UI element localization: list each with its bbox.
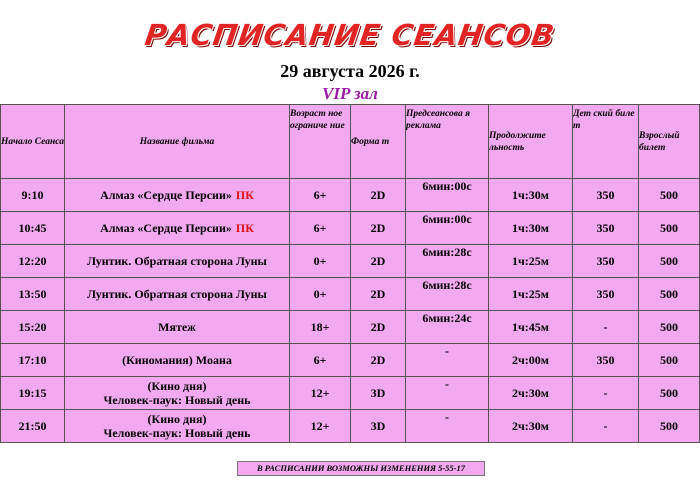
- film-title-cell: [65, 311, 290, 344]
- child-ticket-price: -: [573, 377, 639, 410]
- column-header-ads: Предсеансова я реклама: [406, 105, 489, 179]
- table-row: [1, 212, 700, 245]
- pre-show-ads: -: [406, 377, 489, 410]
- film-duration: 1ч:30м: [489, 212, 573, 245]
- film-format: 3D: [351, 377, 406, 410]
- age-rating: 6+: [290, 179, 351, 212]
- film-program-label: (Кино дня): [147, 379, 207, 393]
- age-rating: 12+: [290, 410, 351, 443]
- child-ticket-price: 350: [573, 212, 639, 245]
- film-title: Человек-паук: Новый день: [103, 393, 251, 407]
- film-format: 2D: [351, 311, 406, 344]
- age-rating: 0+: [290, 245, 351, 278]
- child-ticket-price: -: [573, 311, 639, 344]
- table-row: [1, 344, 700, 377]
- film-tag: ПК: [235, 221, 254, 235]
- age-rating: 12+: [290, 377, 351, 410]
- film-program-label: (Кино дня): [147, 412, 207, 426]
- pre-show-ads: -: [406, 344, 489, 377]
- film-title: Алмаз «Сердце Персии»: [100, 188, 232, 202]
- adult-ticket-price: 500: [639, 377, 700, 410]
- table-row: [1, 245, 700, 278]
- column-header-child-ticket: Дет ский биле т: [573, 105, 639, 179]
- table-header-row: [1, 105, 700, 179]
- column-header-start: Начало Сеанса: [1, 105, 65, 179]
- pre-show-ads: 6мин:28с: [406, 245, 489, 278]
- column-header-duration: Продолжите льность: [489, 105, 573, 179]
- film-format: 2D: [351, 344, 406, 377]
- schedule-date: 29 августа 2026 г.: [280, 61, 420, 81]
- film-title: Мятеж: [158, 320, 196, 334]
- column-header-film: Название фильма: [65, 105, 290, 179]
- film-format: 2D: [351, 245, 406, 278]
- session-start-time: 19:15: [1, 377, 65, 410]
- adult-ticket-price: 500: [639, 212, 700, 245]
- film-duration: 1ч:25м: [489, 245, 573, 278]
- table-row: [1, 311, 700, 344]
- film-format: 2D: [351, 212, 406, 245]
- film-tag: ПК: [235, 188, 254, 202]
- schedule-change-note: В РАСПИСАНИИ ВОЗМОЖНЫ ИЗМЕНЕНИЯ 5-55-17: [237, 461, 485, 476]
- film-title-cell: [65, 344, 290, 377]
- session-start-time: 12:20: [1, 245, 65, 278]
- film-title-cell: [65, 278, 290, 311]
- age-rating: 6+: [290, 344, 351, 377]
- film-title-cell: [65, 410, 290, 443]
- film-duration: 1ч:30м: [489, 179, 573, 212]
- child-ticket-price: 350: [573, 179, 639, 212]
- table-row: [1, 410, 700, 443]
- adult-ticket-price: 500: [639, 311, 700, 344]
- adult-ticket-price: 500: [639, 344, 700, 377]
- film-format: 3D: [351, 410, 406, 443]
- age-rating: 18+: [290, 311, 351, 344]
- adult-ticket-price: 500: [639, 278, 700, 311]
- age-rating: 0+: [290, 278, 351, 311]
- child-ticket-price: 350: [573, 245, 639, 278]
- film-title-cell: [65, 179, 290, 212]
- child-ticket-price: 350: [573, 278, 639, 311]
- session-start-time: 10:45: [1, 212, 65, 245]
- child-ticket-price: 350: [573, 344, 639, 377]
- film-title: (Киномания) Моана: [122, 353, 232, 367]
- pre-show-ads: -: [406, 410, 489, 443]
- column-header-format: Форма т: [351, 105, 406, 179]
- adult-ticket-price: 500: [639, 179, 700, 212]
- adult-ticket-price: 500: [639, 410, 700, 443]
- film-duration: 1ч:45м: [489, 311, 573, 344]
- pre-show-ads: 6мин:00с: [406, 179, 489, 212]
- table-row: [1, 377, 700, 410]
- film-title-cell: [65, 245, 290, 278]
- child-ticket-price: -: [573, 410, 639, 443]
- film-duration: 2ч:30м: [489, 410, 573, 443]
- adult-ticket-price: 500: [639, 245, 700, 278]
- session-start-time: 15:20: [1, 311, 65, 344]
- film-title: Алмаз «Сердце Персии»: [100, 221, 232, 235]
- hall-name: VIP зал: [322, 84, 378, 103]
- column-header-adult-ticket: Взрослый билет: [639, 105, 700, 179]
- film-title-cell: [65, 212, 290, 245]
- session-start-time: 9:10: [1, 179, 65, 212]
- schedule-table: [0, 104, 700, 443]
- column-header-age: Возраст ное ограниче ние: [290, 105, 351, 179]
- film-duration: 1ч:25м: [489, 278, 573, 311]
- film-title: Человек-паук: Новый день: [103, 426, 251, 440]
- film-duration: 2ч:00м: [489, 344, 573, 377]
- pre-show-ads: 6мин:28с: [406, 278, 489, 311]
- age-rating: 6+: [290, 212, 351, 245]
- pre-show-ads: 6мин:00с: [406, 212, 489, 245]
- film-title: Лунтик. Обратная сторона Луны: [87, 254, 267, 268]
- session-start-time: 13:50: [1, 278, 65, 311]
- pre-show-ads: 6мин:24с: [406, 311, 489, 344]
- film-duration: 2ч:30м: [489, 377, 573, 410]
- film-title-cell: [65, 377, 290, 410]
- film-title: Лунтик. Обратная сторона Луны: [87, 287, 267, 301]
- schedule-title: РАСПИСАНИЕ СЕАНСОВ: [142, 18, 558, 52]
- table-row: [1, 179, 700, 212]
- film-format: 2D: [351, 278, 406, 311]
- film-format: 2D: [351, 179, 406, 212]
- session-start-time: 17:10: [1, 344, 65, 377]
- session-start-time: 21:50: [1, 410, 65, 443]
- table-row: [1, 278, 700, 311]
